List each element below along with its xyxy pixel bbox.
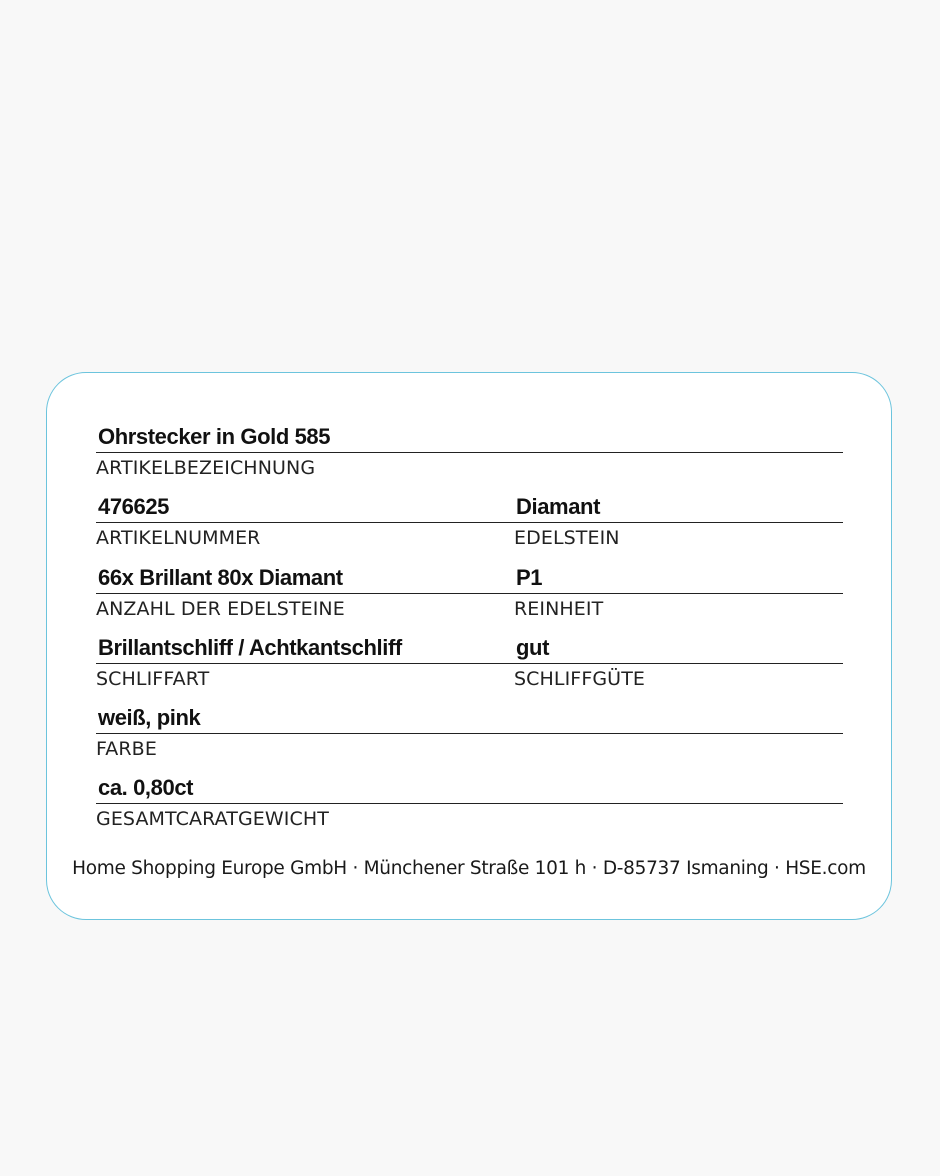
field-artikelnummer — [96, 492, 514, 551]
farbe-value: weiß, pink — [96, 703, 843, 734]
field-edelstein — [514, 492, 843, 551]
schliffguete-value: gut — [514, 633, 843, 664]
anzahl-label: ANZAHL DER EDELSTEINE — [96, 598, 345, 620]
schliffart-label: SCHLIFFART — [96, 668, 210, 690]
field-farbe — [96, 703, 843, 762]
gesamtcaratgewicht-value: ca. 0,80ct — [96, 773, 843, 804]
field-anzahl-der-edelsteine — [96, 563, 514, 622]
artikelnummer-value: 476625 — [96, 492, 514, 523]
schliffguete-label: SCHLIFFGÜTE — [514, 668, 646, 690]
field-schliffart — [96, 633, 514, 692]
artikelbezeichnung-value: Ohrstecker in Gold 585 — [96, 422, 843, 453]
field-gesamtcaratgewicht — [96, 773, 843, 832]
artikelnummer-label: ARTIKELNUMMER — [96, 527, 261, 549]
field-artikelbezeichnung — [96, 422, 843, 481]
company-footer: Home Shopping Europe GmbH · Münchener Straße 101 h · D-85737 Ismaning · HSE.com — [72, 858, 866, 879]
farbe-label: FARBE — [96, 738, 157, 760]
reinheit-label: REINHEIT — [514, 598, 604, 620]
field-reinheit — [514, 563, 843, 622]
artikelbezeichnung-label: ARTIKELBEZEICHNUNG — [96, 457, 316, 479]
reinheit-value: P1 — [514, 563, 843, 594]
anzahl-value: 66x Brillant 80x Diamant — [96, 563, 514, 594]
edelstein-value: Diamant — [514, 492, 843, 523]
edelstein-label: EDELSTEIN — [514, 527, 620, 549]
gesamtcaratgewicht-label: GESAMTCARATGEWICHT — [96, 808, 329, 830]
field-schliffguete — [514, 633, 843, 692]
schliffart-value: Brillantschliff / Achtkantschliff — [96, 633, 514, 664]
